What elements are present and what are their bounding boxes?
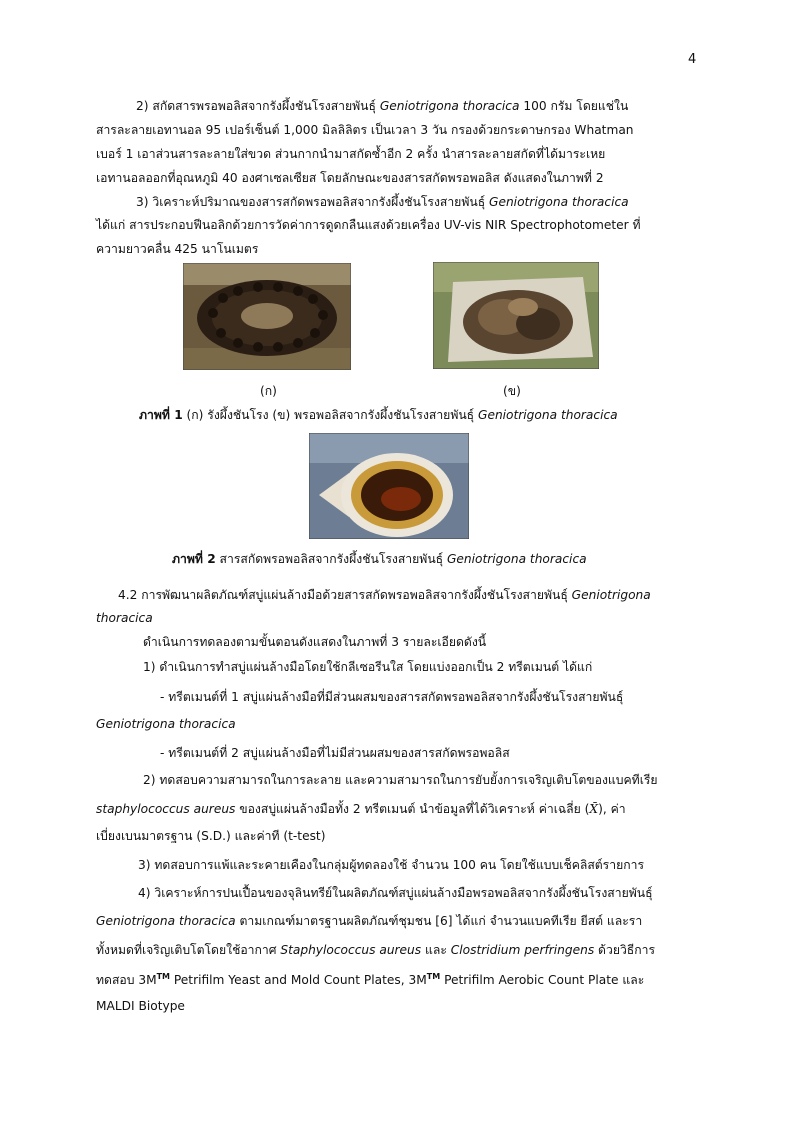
para2-line4: เอทานอลออกที่อุณหภูมิ 40 องศาเซลเซียส โดยลักษณะของสารสกัดพรอพอลิส ดังแสดงในภาพที่ 2 (96, 171, 604, 185)
mean-symbol: X̄ (589, 802, 599, 816)
species-name: Staphylococcus aureus (280, 943, 422, 957)
step2-line3: เบี่ยงเบนมาตรฐาน (S.D.) และค่าที (t-test) (96, 829, 326, 843)
stingless-bee-nest-photo (183, 263, 351, 370)
figure1-label-a: (ก) (260, 384, 277, 398)
figure2-caption: ภาพที่ 2 สารสกัดพรอพอลิสจากรังผึ้งชันโรงสายพันธุ์ Geniotrigona thoracica (172, 552, 587, 566)
step3: 3) ทดสอบการแพ้และระคายเคืองในกลุ่มผู้ทดลองใช้ จำนวน 100 คน โดยใช้แบบเช็คลิสต์รายการ (138, 858, 644, 872)
figure1-caption: ภาพที่ 1 (ก) รังผึ้งชันโรง (ข) พรอพอลิสจากรังผึ้งชันโรงสายพันธุ์ Geniotrigona thoracica (139, 408, 618, 422)
step1: 1) ดำเนินการทำสบู่แผ่นล้างมือโดยใช้กลีเซอรีนใส โดยแบ่งออกเป็น 2 ทรีตเมนต์ ได้แก่ (143, 660, 593, 674)
step4-line3: ทั้งหมดที่เจริญเติบโตโดยใช้อากาศ Staphylococcus aureus และ Clostridium perfringens ด้วยวิธีการ (96, 943, 656, 957)
step2-line1: 2) ทดสอบความสามารถในการละลาย และความสามารถในการยับยั้งการเจริญเติบโตของแบคทีเรีย (143, 773, 658, 787)
para2-line3: เบอร์ 1 เอาส่วนสารละลายใส่ขวด ส่วนกากนำมาสกัดซ้ำอีก 2 ครั้ง นำสารละลายสกัดที่ได้มาระเหย (96, 147, 606, 161)
step4-line4: ทดสอบ 3M™ Petrifilm Yeast and Mold Count Plates, 3M™ Petrifilm Aerobic Count Plate และ (96, 972, 645, 988)
para3-line3: ความยาวคลื่น 425 นาโนเมตร (96, 242, 259, 256)
page-number: 4 (688, 52, 697, 67)
species-name: Geniotrigona thoracica (96, 717, 236, 731)
propolis-extract-photo (309, 433, 469, 539)
section42-heading: 4.2 การพัฒนาผลิตภัณฑ์สบู่แผ่นล้างมือด้วยสารสกัดพรอพอลิสจากรังผึ้งชันโรงสายพันธุ์ Geniotrigona (118, 588, 651, 602)
para3-line2: ได้แก่ สารประกอบฟีนอลิกด้วยการวัดค่าการดูดกลืนแสงด้วยเครื่อง UV-vis NIR Spectrophotometer ที่ (96, 218, 641, 232)
para2-line2: สารละลายเอทานอล 95 เปอร์เซ็นต์ 1,000 มิลลิลิตร เป็นเวลา 3 วัน กรองด้วยกระดาษกรอง Whatman (96, 123, 634, 137)
para2-line1: 2) สกัดสารพรอพอลิสจากรังผึ้งชันโรงสายพันธุ์ Geniotrigona thoracica 100 กรัม โดยแช่ใน (136, 99, 629, 113)
para3-line1: 3) วิเคราะห์ปริมาณของสารสกัดพรอพอลิสจากรังผึ้งชันโรงสายพันธุ์ Geniotrigona thoracica (136, 195, 629, 209)
treatment2: - ทรีตเมนต์ที่ 2 สบู่แผ่นล้างมือที่ไม่มีส่วนผสมของสารสกัดพรอพอลิส (160, 746, 510, 760)
species-name: thoracica (96, 611, 153, 625)
step4-line5: MALDI Biotype (96, 999, 185, 1013)
species-name: Geniotrigona thoracica (446, 552, 587, 566)
section42-intro: ดำเนินการทดลองตามขั้นตอนดังแสดงในภาพที่ 3 รายละเอียดดังนี้ (143, 635, 487, 649)
species-name: Clostridium perfringens (450, 943, 595, 957)
step4-line1: 4) วิเคราะห์การปนเปื้อนของจุลินทรีย์ในผลิตภัณฑ์สบู่แผ่นล้างมือพรอพอลิสจากรังผึ้งชันโรงสายพันธุ์ (138, 886, 653, 900)
species-name: Geniotrigona thoracica (478, 408, 618, 422)
propolis-photo (433, 262, 599, 369)
step4-line2: Geniotrigona thoracica ตามเกณฑ์มาตรฐานผลิตภัณฑ์ชุมชน [6] ได้แก่ จำนวนแบคทีเรีย ยีสต์ และรา (96, 914, 643, 928)
species-name: Geniotrigona thoracica (489, 195, 629, 209)
species-name: Geniotrigona (571, 588, 651, 602)
species-name: Geniotrigona thoracica (379, 99, 520, 113)
species-name: Geniotrigona thoracica (96, 914, 236, 928)
treatment1: - ทรีตเมนต์ที่ 1 สบู่แผ่นล้างมือที่มีส่วนผสมของสารสกัดพรอพอลิสจากรังผึ้งชันโรงสายพันธุ์ (160, 690, 624, 704)
step2-line2: staphylococcus aureus ของสบู่แผ่นล้างมือทั้ง 2 ทรีตเมนต์ นำข้อมูลที่ได้วิเคราะห์ ค่าเฉลี่ย (X̄), ค่า (96, 802, 626, 816)
figure1-label-b: (ข) (503, 384, 521, 398)
species-name: staphylococcus aureus (96, 802, 236, 816)
